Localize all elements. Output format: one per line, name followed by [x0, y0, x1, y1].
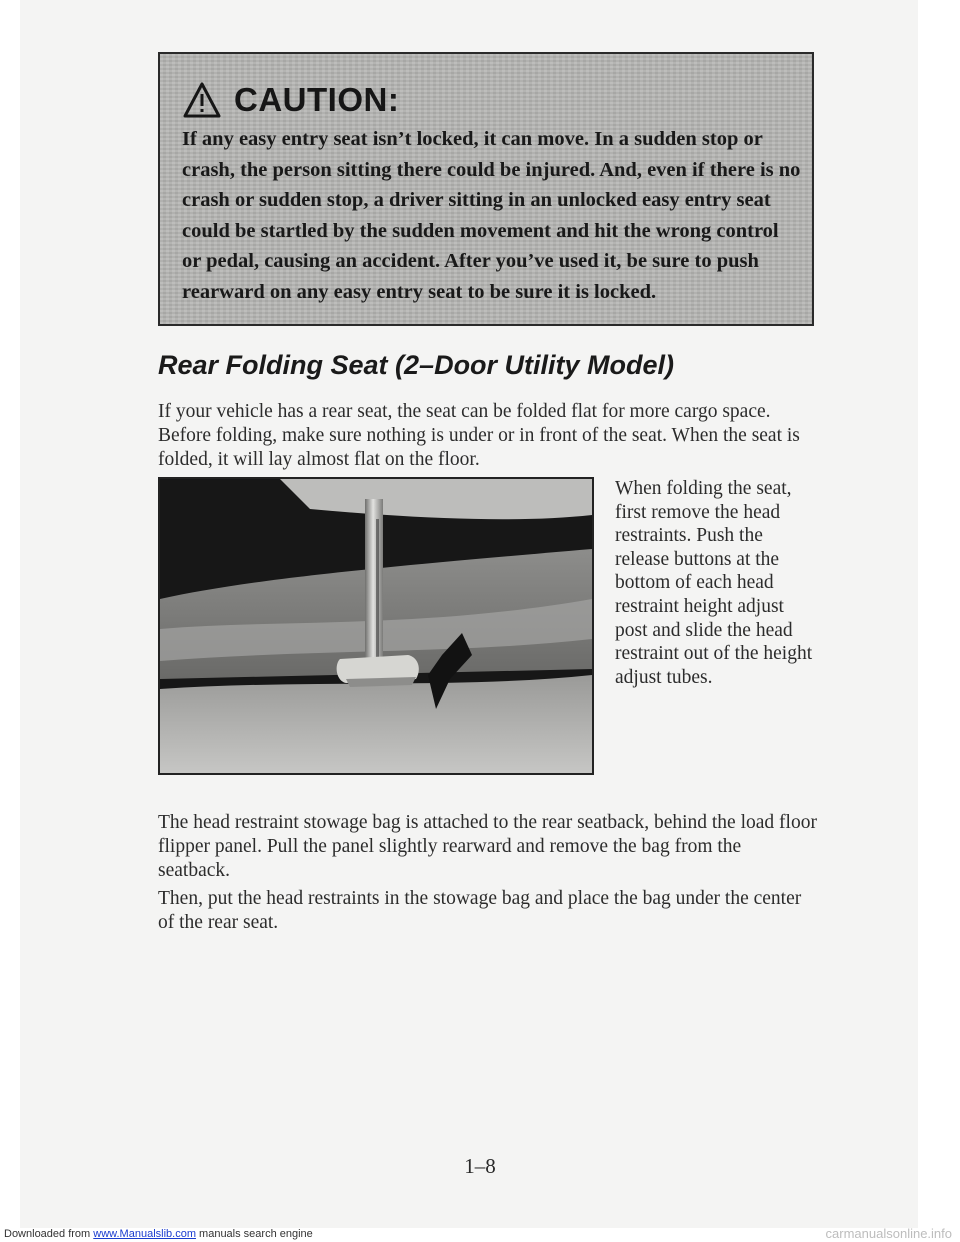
stow-restraints-paragraph: Then, put the head restraints in the stowage bag and place the bag under the center of the rear seat.: [158, 888, 802, 933]
head-restraint-photo: [158, 477, 594, 775]
watermark: carmanualsonline.info: [825, 1226, 952, 1241]
caution-text: If any easy entry seat isn’t locked, it can move. In a sudden stop or crash, the person sitting there could be injured. And, even if there is no crash or sudden stop, a driver sitting in an unlocked easy entry seat could be startled by the sudden movement and hit the wrong control or pedal, causing an accident. After you’ve used it, be sure to push rearward on any easy entry seat to be sure it is locked.: [182, 128, 801, 303]
caution-title: CAUTION:: [234, 81, 400, 118]
intro-paragraph: If your vehicle has a rear seat, the seat can be folded flat for more cargo space. Before folding, make sure nothing is under or in front of the seat. When the seat is folded, it will lay almost flat on the floor.: [158, 401, 800, 470]
download-footer: [4, 1228, 313, 1240]
warning-triangle-icon: [182, 81, 222, 119]
stowage-bag-paragraph: The head restraint stowage bag is attached to the rear seatback, behind the load floor flipper panel. Pull the panel slightly rearward and remove the bag from the seatback.: [158, 812, 817, 881]
footer-prefix: Downloaded from: [4, 1228, 94, 1240]
manualslib-link[interactable]: www.Manualslib.com: [93, 1228, 196, 1240]
footer-suffix: manuals search engine: [195, 1228, 313, 1240]
side-paragraph: When folding the seat, first remove the head restraints. Push the release buttons at the bottom of each head restraint height adjust post and slide the head restraint out of the height adjust tubes.: [615, 478, 813, 688]
caution-header: [182, 78, 399, 122]
page-number: 1–8: [464, 1154, 496, 1178]
caution-box: [158, 52, 814, 326]
section-title: Rear Folding Seat (2–Door Utility Model): [158, 350, 675, 380]
